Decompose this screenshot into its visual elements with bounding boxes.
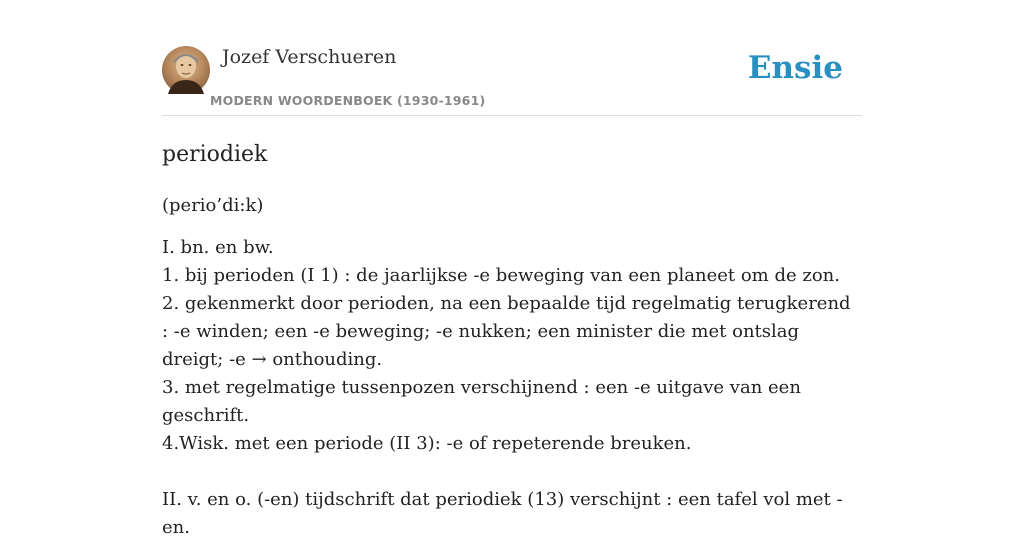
definition-line: I. bn. en bw. (162, 237, 274, 258)
entry-term: periodiek (162, 142, 268, 167)
definition-line: 2. gekenmerkt door perioden, na een bepaalde tijd regelmatig terugkerend : -e winden; een -e beweging; -e nukken; een minister die met ontslag dreigt; -e → onthouding. (162, 293, 851, 370)
definition-line: 1. bij perioden (I 1) : de jaarlijkse -e beweging van een planeet om de zon. (162, 265, 840, 286)
entry-pronunciation: (perio’di:k) (162, 195, 264, 216)
spacer (162, 458, 862, 486)
brand-logo[interactable]: Ensie (747, 50, 843, 86)
portrait-icon (162, 46, 210, 94)
source-label[interactable]: MODERN WOORDENBOEK (1930-1961) (210, 93, 486, 108)
definition-line: II. v. en o. (-en) tijdschrift dat periodiek (13) verschijnt : een tafel vol met -en. (162, 489, 843, 538)
definition-line: 3. met regelmatige tussenpozen verschijnend : een -e uitgave van een geschrift. (162, 377, 801, 426)
author-avatar[interactable] (162, 46, 210, 94)
entry-definitions (162, 234, 862, 542)
definition-line: 4.Wisk. met een periode (II 3): -e of repeterende breuken. (162, 433, 692, 454)
entry-content (162, 140, 862, 542)
author-name[interactable]: Jozef Verschueren (222, 46, 397, 68)
header (162, 44, 862, 116)
